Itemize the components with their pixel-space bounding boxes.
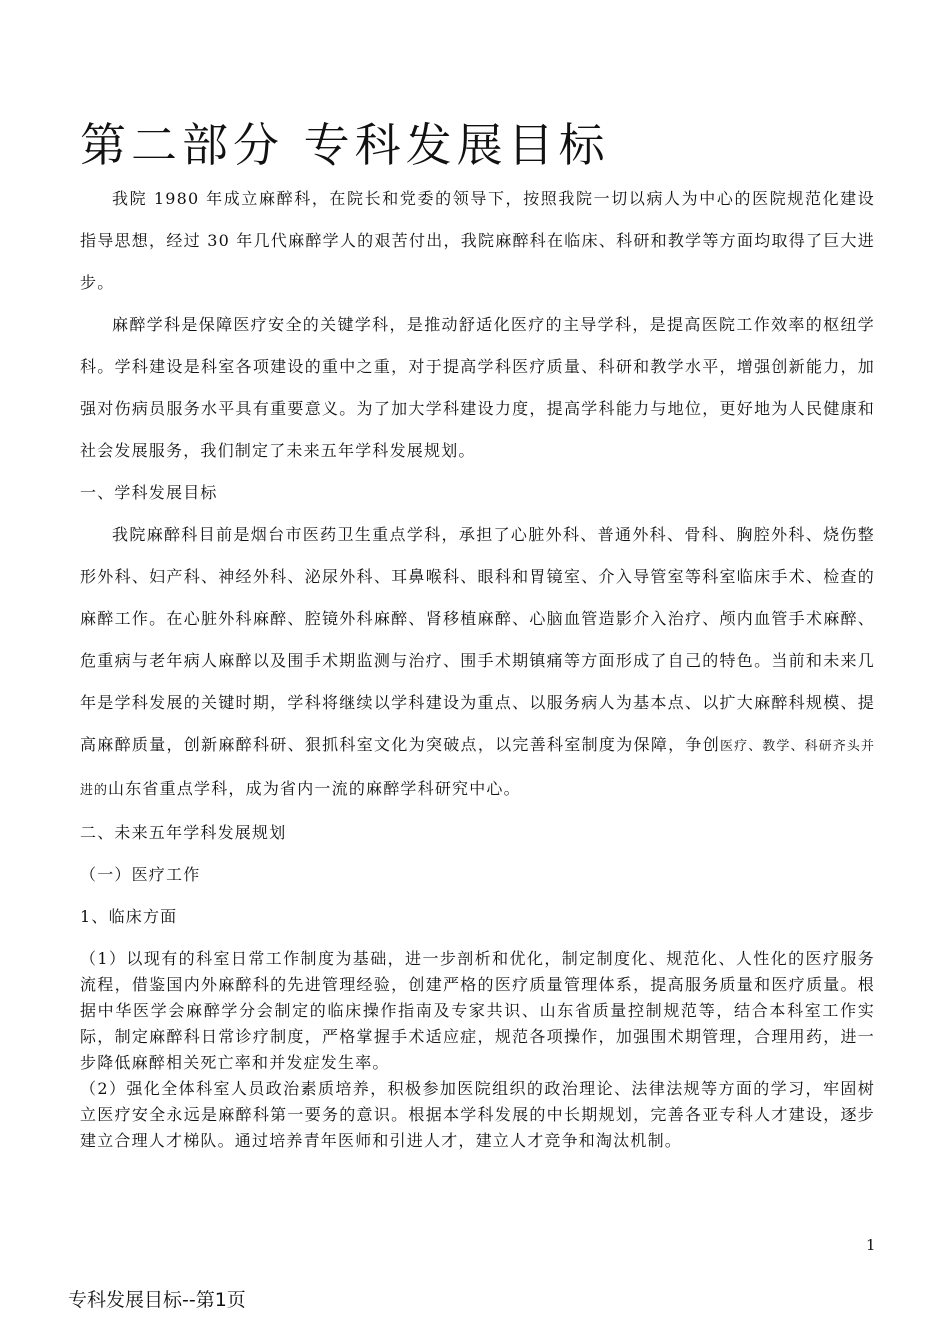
subsection-heading-clinical: 1、临床方面 <box>80 907 178 926</box>
goals-text-small: 医疗、教学、科研齐头并进的 <box>80 739 875 798</box>
goals-paragraph <box>80 514 875 812</box>
subsection-heading-medical: （一）医疗工作 <box>80 865 201 884</box>
clinical-item-1: （1）以现有的科室日常工作制度为基础，进一步剖析和优化，制定制度化、规范化、人性化的医疗服务流程，借鉴国内外麻醉科的先进管理经验，创建严格的医疗质量管理体系，提高服务质量和医疗质量。根据中华医学会麻醉学分会制定的临床操作指南及专家共识、山东省质量控制规范等，结合本科室工作实际，制定麻醉科日常诊疗制度，严格掌握手术适应症，规范各项操作，加强围术期管理，合理用药，进一步降低麻醉相关死亡率和并发症发生率。 <box>80 949 875 1072</box>
section-heading-goals: 一、学科发展目标 <box>80 483 218 502</box>
page-number: 1 <box>866 1236 876 1254</box>
intro-paragraph-2: 麻醉学科是保障医疗安全的关键学科，是推动舒适化医疗的主导学科，是提高医院工作效率的枢纽学科。学科建设是科室各项建设的重中之重，对于提高学科医疗质量、科研和教学水平，增强创新能力，加强对伤病员服务水平具有重要意义。为了加大学科建设力度，提高学科能力与地位，更好地为人民健康和社会发展服务，我们制定了未来五年学科发展规划。 <box>80 315 875 460</box>
document-body <box>80 178 875 1154</box>
intro-paragraph-1: 我院 1980 年成立麻醉科，在院长和党委的领导下，按照我院一切以病人为中心的医院规范化建设指导思想，经过 30 年几代麻醉学人的艰苦付出，我院麻醉科在临床、科研和教学等方面均取得了巨大进步。 <box>80 189 875 292</box>
clinical-item-2: （2）强化全体科室人员政治素质培养，积极参加医院组织的政治理论、法律法规等方面的学习，牢固树立医疗安全永远是麻醉科第一要务的意识。根据本学科发展的中长期规划，完善各亚专科人才建设，逐步建立合理人才梯队。通过培养青年医师和引进人才，建立人才竞争和淘汰机制。 <box>80 1079 875 1150</box>
page-footer: 专科发展目标--第1页 <box>68 1289 246 1311</box>
page-title: 第二部分 专科发展目标 <box>80 117 610 172</box>
section-heading-plan: 二、未来五年学科发展规划 <box>80 823 287 842</box>
goals-text-part-1: 我院麻醉科目前是烟台市医药卫生重点学科，承担了心脏外科、普通外科、骨科、胸腔外科、烧伤整形外科、妇产科、神经外科、泌尿外科、耳鼻喉科、眼科和胃镜室、介入导管室等科室临床手术、检查的麻醉工作。在心脏外科麻醉、腔镜外科麻醉、肾移植麻醉、心脑血管造影介入治疗、颅内血管手术麻醉、危重病与老年病人麻醉以及围手术期监测与治疗、围手术期镇痛等方面形成了自己的特色。当前和未来几年是学科发展的关键时期，学科将继续以学科建设为重点、以服务病人为基本点、以扩大麻醉科规模、提高麻醉质量，创新麻醉科研、狠抓科室文化为突破点，以完善科室制度为保障，争创 <box>80 525 875 754</box>
goals-text-part-2: 山东省重点学科，成为省内一流的麻醉学科研究中心。 <box>108 779 521 798</box>
